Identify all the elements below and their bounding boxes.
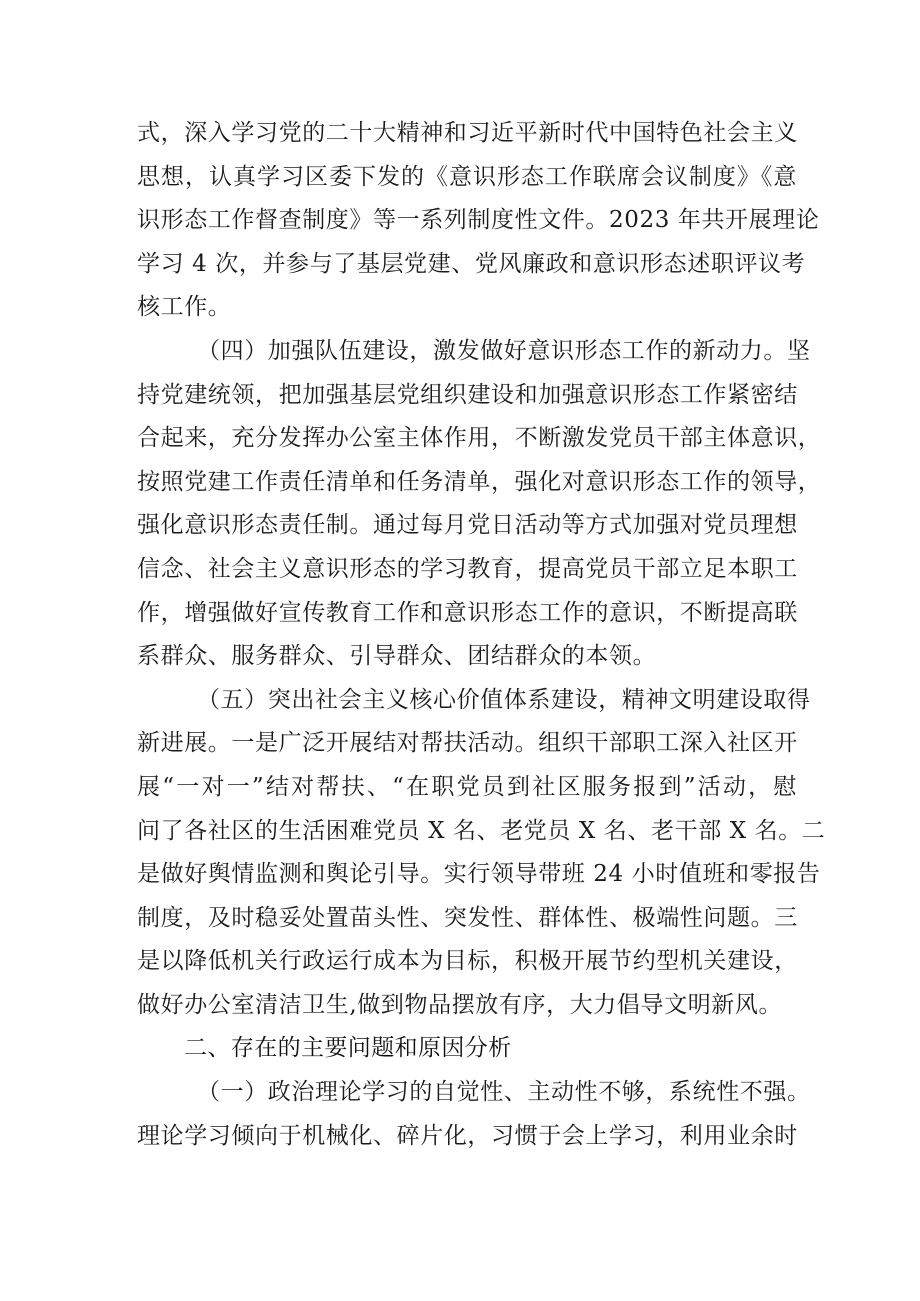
text-line: 制度，及时稳妥处置苗头性、突发性、群体性、极端性问题。三 [137, 904, 798, 931]
subsection-one-intro: （一）政治理论学习的自觉性、主动性不够，系统性不强。 [197, 1079, 811, 1106]
text-line: 识形态工作督查制度》等一系列制度性文件。2023 年共开展理论 [137, 207, 820, 234]
text-line: 持党建统领，把加强基层党组织建设和加强意识形态工作紧密结 [137, 381, 798, 408]
body-text [137, 112, 826, 1158]
text-line: 作，增强做好宣传教育工作和意识形态工作的意识，不断提高联 [137, 599, 798, 626]
text-line: 式，深入学习党的二十大精神和习近平新时代中国特色社会主义 [137, 120, 798, 146]
text-line: 合起来，充分发挥办公室主体作用，不断激发党员干部主体意识， [137, 425, 822, 452]
text-line: 理论学习倾向于机械化、碎片化，习惯于会上学习，利用业余时 [137, 1122, 798, 1149]
text-line: 系群众、服务群众、引导群众、团结群众的本领。 [137, 643, 657, 670]
text-line: 是做好舆情监测和舆论引导。实行领导带班 24 小时值班和零报告 [137, 861, 821, 888]
text-line: 学习 4 次，并参与了基层党建、党风廉政和意识形态述职评议考 [137, 250, 806, 277]
text-line: 强化意识形态责任制。通过每月党日活动等方式加强对党员理想 [137, 512, 798, 539]
text-line: 新进展。一是广泛开展结对帮扶活动。组织干部职工深入社区开 [137, 730, 798, 757]
section-heading: 二、存在的主要问题和原因分析 [184, 1035, 512, 1062]
text-line: 按照党建工作责任清单和任务清单，强化对意识形态工作的领导， [137, 468, 822, 495]
text-line: 做好办公室清洁卫生,做到物品摆放有序，大力倡导文明新风。 [137, 991, 783, 1018]
text-line: 问了各社区的生活困难党员 X 名、老党员 X 名、老干部 X 名。二 [137, 817, 826, 844]
section-five-intro: （五）突出社会主义核心价值体系建设，精神文明建设取得 [197, 686, 811, 713]
section-four-intro: （四）加强队伍建设，激发做好意识形态工作的新动力。坚 [197, 337, 811, 364]
text-line: 是以降低机关行政运行成本为目标，积极开展节约型机关建设， [137, 948, 798, 975]
text-line: 核工作。 [137, 294, 232, 321]
text-line: 信念、社会主义意识形态的学习教育，提高党员干部立足本职工 [137, 555, 798, 582]
text-line: 展“一对一”结对帮扶、“在职党员到社区服务报到”活动，慰 [137, 773, 797, 800]
text-line: 思想，认真学习区委下发的《意识形态工作联席会议制度》《意 [137, 163, 797, 190]
